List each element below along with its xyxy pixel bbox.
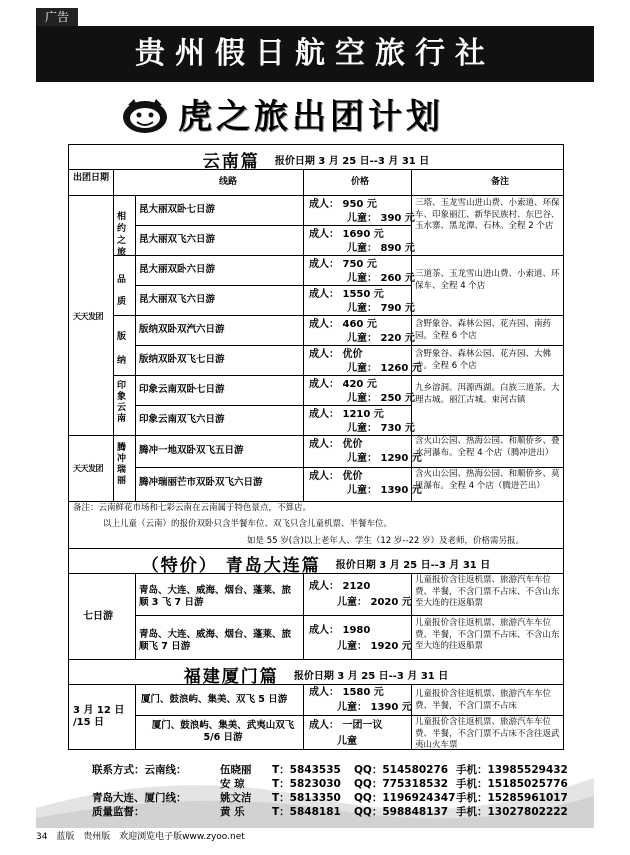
qingdao-section-heading <box>69 551 563 576</box>
price-adult: 成人： 950 元 <box>309 199 377 210</box>
contact-label: 联系方式：云南线： <box>92 764 187 776</box>
price-child: 儿童： 2020 元 <box>337 597 412 608</box>
price-child: 儿童： 790 元 <box>347 303 415 314</box>
price-adult: 成人： 750 元 <box>309 259 377 270</box>
header-date: 出团日期 <box>73 173 110 183</box>
ad-tag: 广告 <box>36 8 78 27</box>
header-route: 线路 <box>219 177 238 187</box>
price-child: 儿童： 260 元 <box>347 273 415 284</box>
route-row: 青岛、大连、威海、烟台、蓬莱、旅顺 3 飞 7 日游 <box>139 585 292 608</box>
price-adult: 成人： 1580 元 <box>309 687 384 698</box>
price-child: 儿童： 1920 元 <box>337 641 412 652</box>
header-price: 价格 <box>351 177 370 187</box>
price-child: 儿童： 1290 元 <box>347 453 422 464</box>
price-child: 儿童： 890 元 <box>347 243 415 254</box>
edition-label: 蓝版 <box>56 832 75 842</box>
group-note-1: 三塔、玉龙雪山进山费、小索道、环保车、印象丽江、新华民族村、东巴谷、玉水寨、黑龙潭、石林。全程 2 个店 <box>415 198 560 231</box>
fujian-depart-label: 3 月 12 日 /15 日 <box>73 705 125 728</box>
contact-tel: T：5813350 <box>272 792 341 804</box>
yunnan-depart-label-1: 天天发团 <box>73 312 103 321</box>
route-row: 腾冲瑞丽芒市双卧双飞六日游 <box>139 477 263 488</box>
fujian-date-range: 报价日期 3 月 25 日--3 月 31 日 <box>293 671 449 682</box>
contact-mobile: 手机：15185025776 <box>456 778 568 790</box>
contact-qq: QQ：775318532 <box>354 778 449 790</box>
group-name-4: 印象云南 <box>117 381 127 424</box>
route-note: 儿童报价含往返机票、旅游汽车车位费、半餐，不含门票不占床 <box>415 689 552 711</box>
route-note: 含火山公园、热海公园、和顺侨乡、叠水河瀑布。全程 4 个店（腾冲进出） <box>415 436 560 458</box>
price-child: 儿童： 1260 元 <box>347 363 422 374</box>
price-adult: 成人： 1980 <box>309 625 371 636</box>
group-note-2: 三道茶、玉龙雪山进山费、小索道、环保车、全程 4 个店 <box>415 269 560 291</box>
route-row: 厦门、鼓浪屿、集美、武夷山双飞 5/6 日游 <box>151 720 295 743</box>
contact-name: 黄 乐 <box>220 806 245 818</box>
price-child: 儿童： 390 元 <box>347 213 415 224</box>
route-row: 腾冲一地双卧双飞五日游 <box>139 445 244 456</box>
price-child: 儿童： 730 元 <box>347 423 415 434</box>
route-row: 昆大丽双卧六日游 <box>139 264 216 275</box>
group-name-5: 腾冲瑞丽 <box>117 443 127 486</box>
contact-qq: QQ：1196924347 <box>354 792 456 804</box>
yunnan-remark-3: 如是 55 岁(含)以上老年人、学生（12 岁--22 岁）及老师，价格需另报。 <box>247 536 525 546</box>
region-label: 贵州版 <box>83 832 111 842</box>
group-name-1: 相约之旅 <box>117 212 127 258</box>
yunnan-date-range: 报价日期 3 月 25 日--3 月 31 日 <box>274 156 430 167</box>
qingdao-depart-label: 七日游 <box>83 611 113 622</box>
route-note: 含火山公园、热海公园、和顺侨乡、莫里瀑布。全程 4 个店（腾进芒出） <box>415 469 560 491</box>
contact-mobile: 手机：15285961017 <box>456 792 568 804</box>
page-number: 34 <box>36 832 48 842</box>
route-row: 昆大丽双飞六日游 <box>139 234 216 245</box>
route-note: 含野象谷、森林公园、花卉园、大佛寺。全程 6 个店 <box>415 349 552 371</box>
route-row: 厦门、鼓浪屿、集美、双飞 5 日游 <box>141 694 288 705</box>
header-note: 备注 <box>491 177 510 187</box>
price-adult: 成人： 优价 <box>309 471 363 482</box>
price-adult: 成人： 1550 元 <box>309 289 384 300</box>
yunnan-title: 云南篇 <box>202 152 260 172</box>
price-child: 儿童： 1390 元 <box>347 485 422 496</box>
contact-name: 姚文洁 <box>220 792 252 804</box>
page-footer <box>36 829 251 842</box>
route-row: 昆大丽双飞六日游 <box>139 294 216 305</box>
contact-tel: T：5848181 <box>272 806 341 818</box>
route-row: 印象云南双卧七日游 <box>139 384 225 395</box>
route-row: 版纳双卧双飞七日游 <box>139 354 225 365</box>
contact-name: 安 琼 <box>220 778 245 790</box>
contact-label: 青岛大连、厦门线： <box>92 792 187 804</box>
route-row: 昆大丽双卧七日游 <box>139 204 216 215</box>
agency-banner: 贵州假日航空旅行社 <box>36 26 594 82</box>
site-link[interactable]: 欢迎浏览电子版www.zyoo.net <box>119 832 245 842</box>
fujian-title: 福建厦门篇 <box>183 667 279 687</box>
route-row: 印象云南双飞六日游 <box>139 414 225 425</box>
price-adult: 成人： 460 元 <box>309 319 377 330</box>
price-adult: 成人： 一团一议 <box>309 720 383 731</box>
price-child: 儿童： 250 元 <box>347 393 415 404</box>
price-adult: 成人： 1210 元 <box>309 409 384 420</box>
price-adult: 成人： 优价 <box>309 439 363 450</box>
contact-tel: T：5823030 <box>272 778 341 790</box>
brand-title: 虎之旅出团计划 <box>178 97 444 137</box>
route-note: 儿童报价含往返机票、旅游汽车车位费、半餐，不含门票不占床不含往返武夷山火车票 <box>415 717 560 750</box>
yunnan-depart-label-2: 天天发团 <box>73 464 103 473</box>
price-child: 儿童： 220 元 <box>347 333 415 344</box>
contact-name: 伍晓丽 <box>220 764 252 776</box>
contact-tel: T：5843535 <box>272 764 341 776</box>
yunnan-remark-2: 以上儿童（云南）的报价双卧只含半餐车位、双飞只含儿童机票、半餐车位。 <box>103 519 393 529</box>
brand-header <box>120 91 540 143</box>
contact-qq: QQ：598848137 <box>354 806 449 818</box>
price-adult: 成人： 420 元 <box>309 379 377 390</box>
price-child: 儿童： 1390 元 <box>337 702 412 713</box>
yunnan-remark-1: 备注：云南鲜花市场和七彩云南在云南属于特色景点，不算店。 <box>73 503 312 513</box>
contact-label: 质量监督： <box>92 806 145 818</box>
price-adult: 成人： 优价 <box>309 349 363 360</box>
qingdao-title: （特价） 青岛大连篇 <box>141 556 321 576</box>
price-child: 儿童 <box>337 736 357 747</box>
qingdao-date-range: 报价日期 3 月 25 日--3 月 31 日 <box>335 560 491 571</box>
price-adult: 成人： 1690 元 <box>309 229 384 240</box>
contact-mobile: 手机：13985529432 <box>456 764 568 776</box>
group-note-4: 九乡溶洞。洱源西湖。白族三道茶。大理古城。丽江古城。束河古镇 <box>415 383 560 405</box>
route-note: 儿童报价含往返机票、旅游汽车车位费、半餐，不含门票不占床、不含山东至大连的往返船票 <box>415 618 560 651</box>
contact-mobile: 手机：13027802222 <box>456 806 568 818</box>
group-name-2: 品质 <box>117 275 127 307</box>
route-row: 版纳双卧双汽六日游 <box>139 324 225 335</box>
route-note: 含野象谷、森林公园、花卉园、南药园。全程 6 个店 <box>415 319 552 341</box>
tiger-logo-icon <box>120 95 170 137</box>
route-note: 儿童报价含往返机票、旅游汽车车位费、半餐，不含门票不占床、不含山东至大连的往返船票 <box>415 575 560 608</box>
contact-qq: QQ：514580276 <box>354 764 449 776</box>
fujian-section-heading <box>69 662 563 687</box>
yunnan-section-heading <box>69 147 563 172</box>
tour-schedule-table <box>68 144 564 750</box>
price-adult: 成人： 2120 <box>309 581 371 592</box>
group-name-3: 版纳 <box>117 332 127 366</box>
route-row: 青岛、大连、威海、烟台、蓬莱、旅顺飞 7 日游 <box>139 629 292 652</box>
